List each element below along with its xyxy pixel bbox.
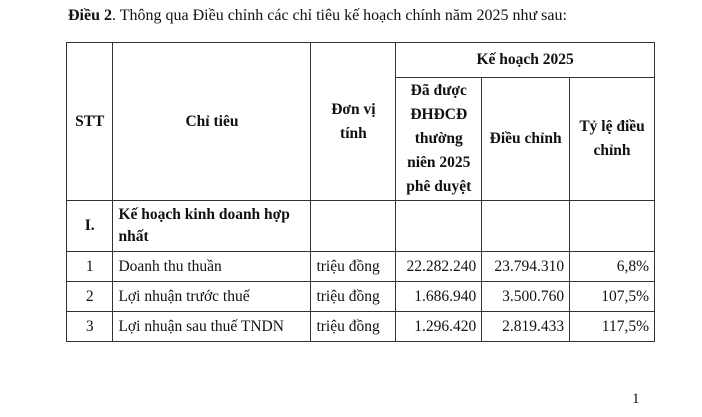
row-unit: triệu đồng <box>311 252 396 282</box>
row-adjusted: 2.819.433 <box>482 312 570 342</box>
article-label: Điều 2 <box>68 7 112 24</box>
row-ratio: 6,8% <box>570 252 655 282</box>
header-ratio: Tỷ lệ điều chỉnh <box>570 78 655 201</box>
row-unit: triệu đồng <box>311 312 396 342</box>
row-stt: 1 <box>67 252 113 282</box>
row-unit: triệu đồng <box>311 282 396 312</box>
header-plan-group: Kế hoạch 2025 <box>396 43 655 78</box>
row-indicator: Lợi nhuận sau thuế TNDN <box>113 312 311 342</box>
section-approved <box>396 201 482 252</box>
section-ratio <box>570 201 655 252</box>
row-approved: 1.296.420 <box>396 312 482 342</box>
header-indicator: Chỉ tiêu <box>113 43 311 201</box>
row-ratio: 117,5% <box>570 312 655 342</box>
row-ratio: 107,5% <box>570 282 655 312</box>
page-number: 1 <box>632 391 640 407</box>
row-stt: 3 <box>67 312 113 342</box>
section-unit <box>311 201 396 252</box>
table-row <box>67 282 655 312</box>
table-row <box>67 252 655 282</box>
section-stt: I. <box>67 201 113 252</box>
header-adjusted: Điều chỉnh <box>482 78 570 201</box>
section-row <box>67 201 655 252</box>
header-approved: Đã được ĐHĐCĐ thường niên 2025 phê duyệt <box>396 78 482 201</box>
table-row <box>67 312 655 342</box>
article-text: . Thông qua Điều chỉnh các chỉ tiêu kế hoạch chính năm 2025 như sau: <box>112 7 567 24</box>
row-indicator: Doanh thu thuần <box>113 252 311 282</box>
row-stt: 2 <box>67 282 113 312</box>
row-adjusted: 23.794.310 <box>482 252 570 282</box>
row-adjusted: 3.500.760 <box>482 282 570 312</box>
header-row <box>67 43 655 78</box>
header-stt: STT <box>67 43 113 201</box>
row-indicator: Lợi nhuận trước thuế <box>113 282 311 312</box>
header-unit: Đơn vị tính <box>311 43 396 201</box>
section-adjusted <box>482 201 570 252</box>
plan-table <box>66 42 655 342</box>
row-approved: 1.686.940 <box>396 282 482 312</box>
row-approved: 22.282.240 <box>396 252 482 282</box>
section-name: Kế hoạch kinh doanh hợp nhất <box>113 201 311 252</box>
article-heading <box>68 6 567 26</box>
